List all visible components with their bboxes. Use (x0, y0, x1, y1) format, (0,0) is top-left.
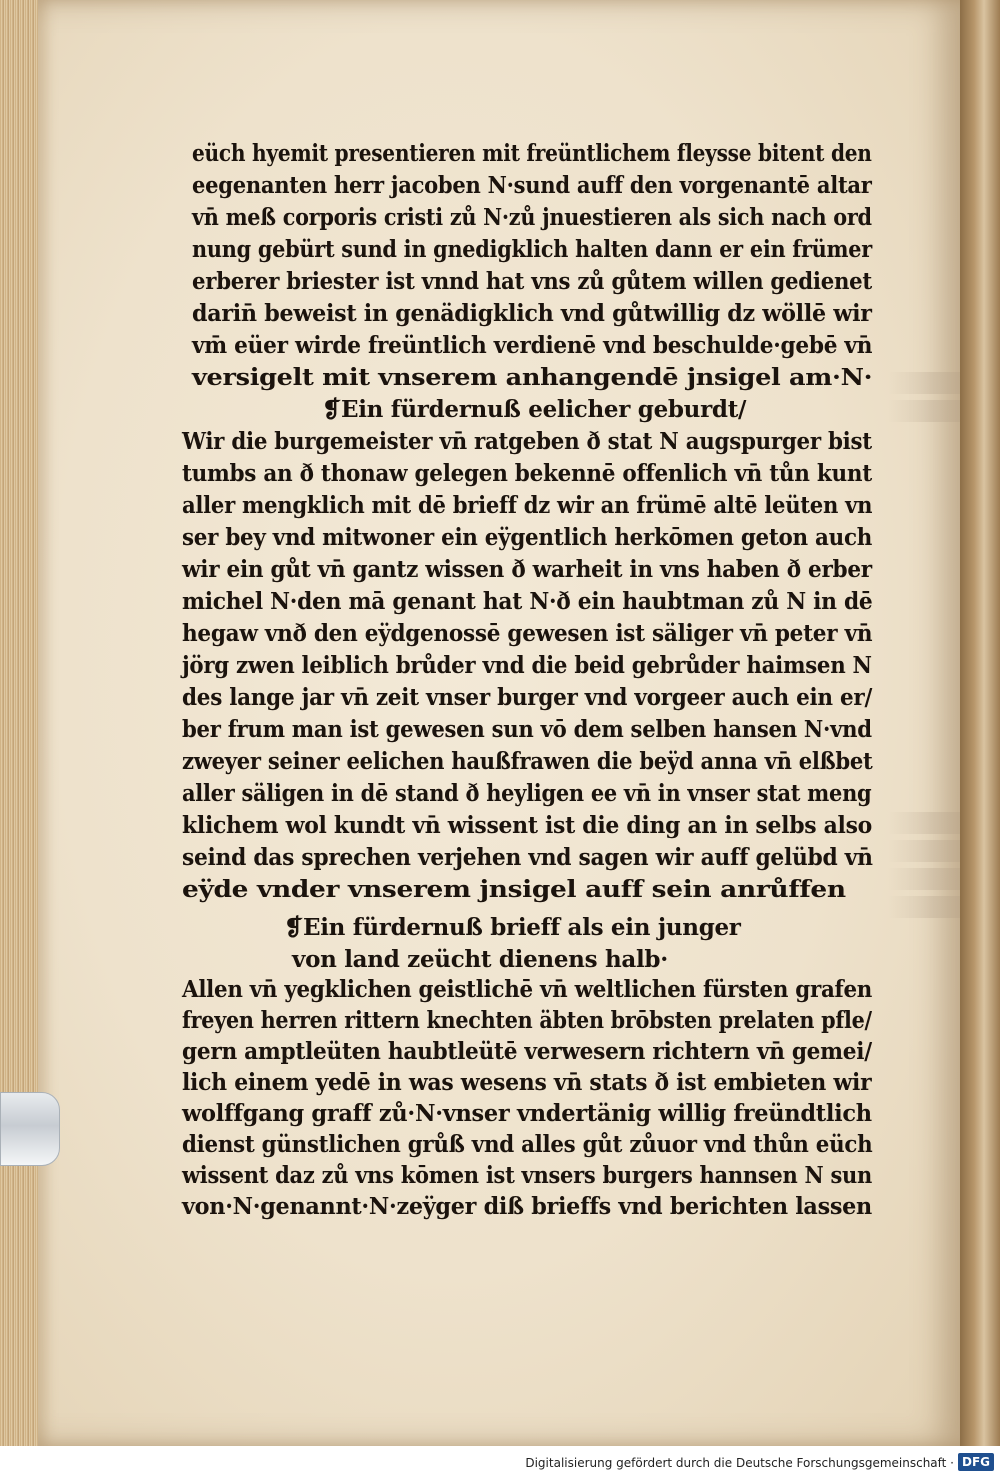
text-line: des lange jar vn̄ zeit vnser burger vnd vorgeer auch ein er/ (182, 684, 873, 711)
text-line: dienst günstlichen grůß vnd alles gůt zůuor vnd thůn eüch (182, 1131, 873, 1158)
text-line: aller mengklich mit dē brieff dz wir an frümē altē leüten vn (182, 492, 873, 519)
text-line: gern amptleüten haubtleütē verwesern richtern vn̄ gemei/ (182, 1038, 872, 1065)
text-line: wissent daz zů vns kōmen ist vnsers burgers hannsen N sun (182, 1162, 873, 1189)
text-line: seind das sprechen verjehen vnd sagen wir auff gelübd vn̄ (182, 844, 873, 871)
text-line: erberer briester ist vnnd hat vns zů gůtem willen gedienet (192, 268, 872, 295)
section-heading: von land zeücht dienens halb· (292, 946, 668, 973)
text-line: wir ein gůt vn̄ gantz wissen ð warheit in vns haben ð erber (182, 556, 872, 583)
text-line: versigelt mit vnserem anhangendē jnsigel am·N· (192, 364, 873, 391)
text-line: Allen vn̄ yegklichen geistlichē vn̄ weltlichen fürsten grafen (182, 976, 873, 1003)
footer-bar (0, 1446, 1000, 1479)
text-line: wolffgang graff zů·N·vnser vndertänig willig freündtlich (182, 1100, 872, 1127)
book-gutter (960, 0, 1000, 1446)
funding-credit: Digitalisierung gefördert durch die Deutsche Forschungsgemeinschaft · (525, 1456, 954, 1470)
text-line: aller säligen in dē stand ð heyligen ee vn̄ in vnser stat meng (182, 780, 872, 807)
section-heading: ❡Ein fürdernuß eelicher geburdt/ (322, 396, 747, 423)
text-line: nung gebürt sund in gnedigklich halten dann er ein frümer (192, 236, 872, 263)
text-line: eüch hyemit presentieren mit freüntlichem fleysse bitent den (192, 140, 872, 167)
text-line: eÿde vnder vnserem jnsigel auff sein anrůffen (182, 876, 846, 903)
text-line: jörg zwen leiblich brůder vnd die beid gebrůder haimsen N (182, 652, 872, 679)
dfg-logo: DFG (958, 1453, 994, 1471)
text-line: eegenanten herr jacoben N·sund auff den vorgenantē altar (192, 172, 872, 199)
text-line: tumbs an ð thonaw gelegen bekennē offenlich vn̄ tůn kunt (182, 460, 872, 487)
text-line: ber frum man ist gewesen sun vō dem selben hansen N·vnd (182, 716, 872, 743)
section-heading: ❡Ein fürdernuß brieff als ein junger (284, 914, 741, 941)
text-line: klichem wol kundt vn̄ wissent ist die ding an in selbs also (182, 812, 872, 839)
text-line: hegaw vnð den eÿdgenossē gewesen ist säliger vn̄ peter vn̄ (182, 620, 873, 647)
text-line: vm̄ eüer wirde freüntlich verdienē vnd beschulde·gebē vn̄ (192, 332, 873, 359)
page-clip (0, 1092, 60, 1166)
text-line: Wir die burgemeister vn̄ ratgeben ð stat N augspurger bist (182, 428, 872, 455)
text-line: michel N·den mā genant hat N·ð ein haubtman zů N in dē (182, 588, 873, 615)
text-line: ser bey vnd mitwoner ein eÿgentlich herkōmen geton auch (182, 524, 873, 551)
text-line: von·N·genannt·N·zeÿger diß brieffs vnd berichten lassen (182, 1193, 872, 1220)
text-line: zweyer seiner eelichen haußfrawen die beÿd anna vn̄ elßbet (182, 748, 873, 775)
text-line: darin̄ beweist in genädigklich vnd gůtwillig dz wöllē wir (192, 300, 872, 327)
text-line: lich einem yedē in was wesens vn̄ stats ð ist embieten wir (182, 1069, 872, 1096)
text-line: freyen herren rittern knechten äbten brōbsten prelaten pfle/ (182, 1007, 872, 1034)
text-line: vn̄ meß corporis cristi zů N·zů jnuestieren als sich nach ord (192, 204, 872, 231)
